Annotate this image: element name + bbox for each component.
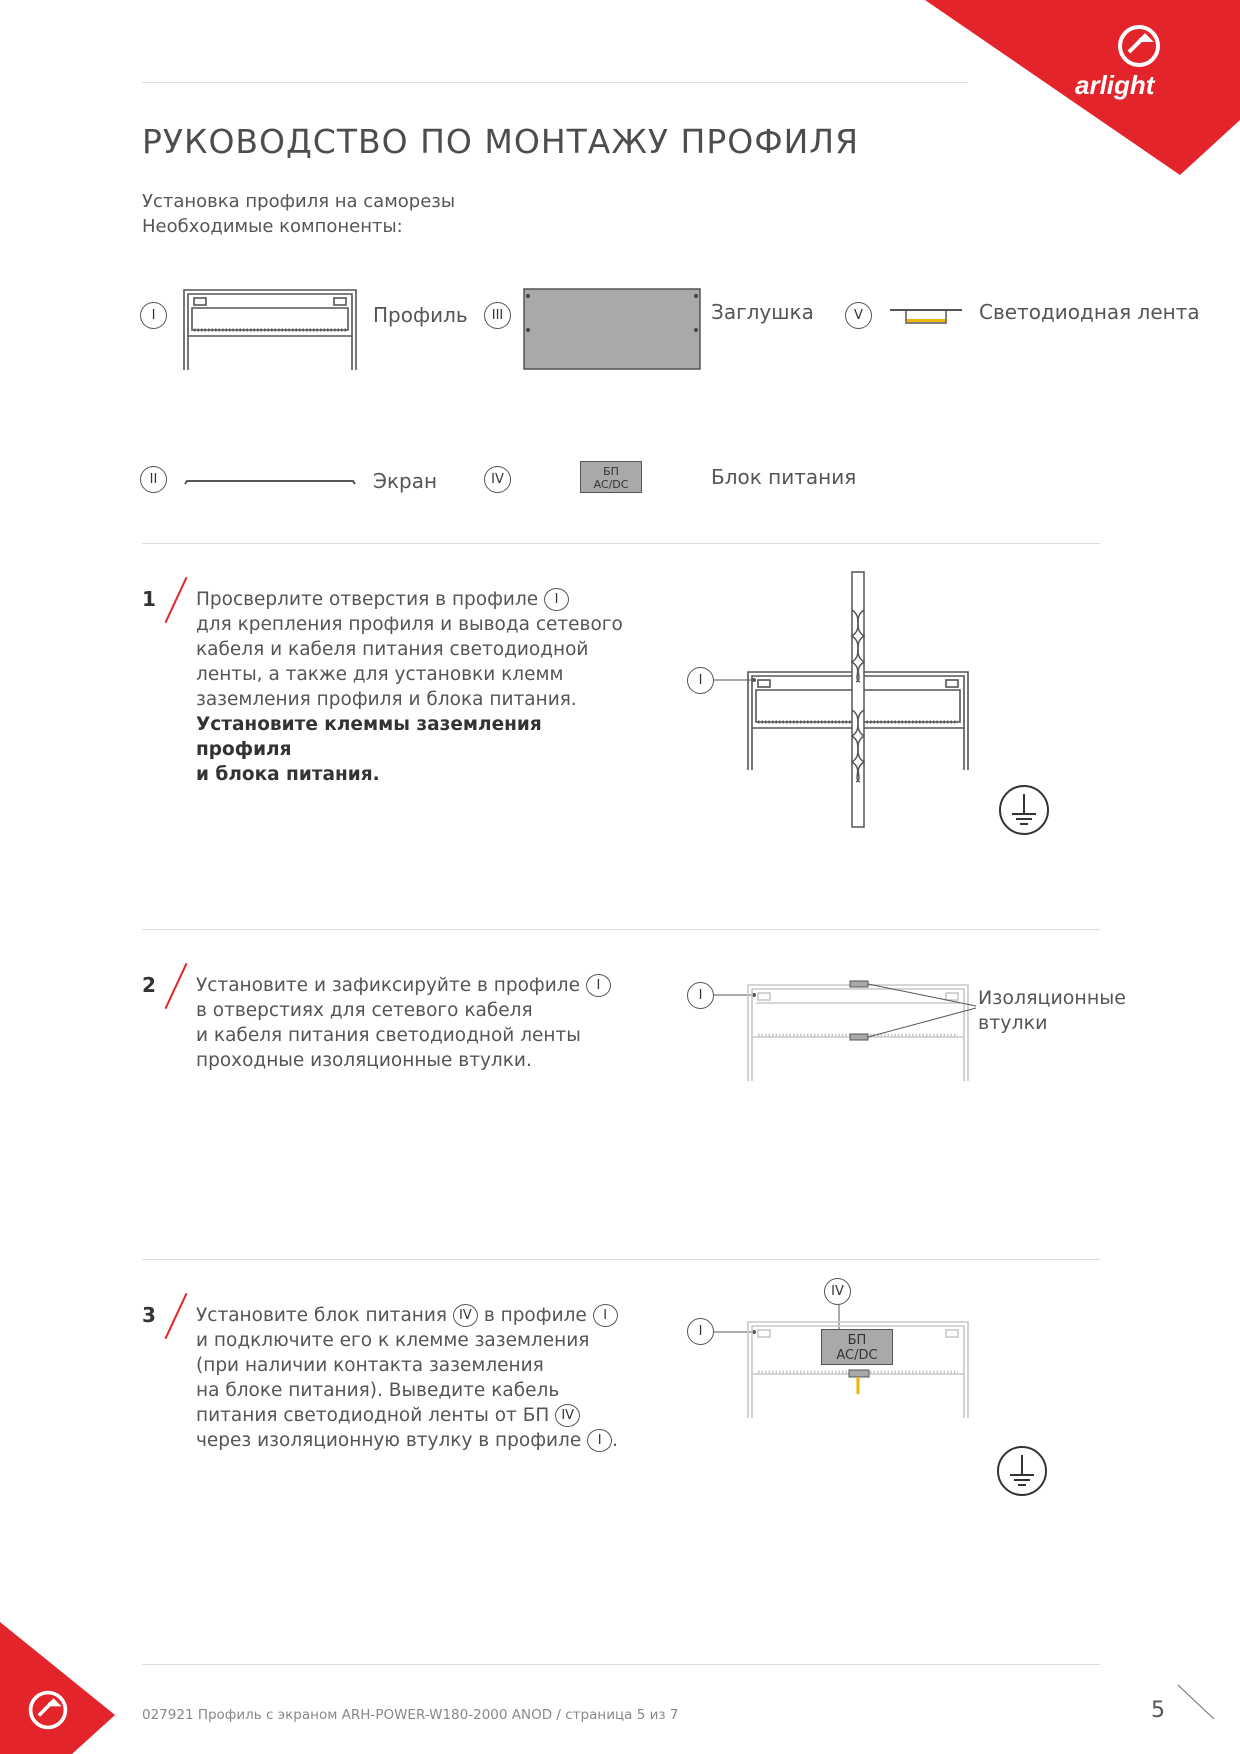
step-2-number: 2 [142, 973, 156, 997]
step-1-line-2: для крепления профиля и вывода сетевого [196, 614, 623, 635]
component-label-II: Экран [373, 469, 438, 493]
step-1-line-4: ленты, а также для установки клемм [196, 664, 564, 685]
step-1-bold-2: и блока питания. [196, 764, 380, 785]
step-2-line-3: и кабеля питания светодиодной ленты [196, 1025, 581, 1046]
step-3-slash [165, 1293, 188, 1339]
section-rule-3 [142, 1259, 1100, 1260]
step-3-ref-psu-2: IV [555, 1404, 580, 1427]
component-label-V: Светодиодная лента [979, 300, 1200, 324]
step-1-ref: I [544, 588, 569, 611]
step-3-line-6-end: . [612, 1430, 619, 1451]
component-num-III: III [484, 302, 511, 329]
step-3-line-1b: в профиле [483, 1305, 587, 1326]
bushing-callout-line-2: втулки [978, 1012, 1048, 1034]
step-1-line-5: заземления профиля и блока питания. [196, 689, 577, 710]
bushing-callout [978, 986, 1126, 1036]
arlight-logo[interactable] [1075, 22, 1215, 102]
diagram-3-ref-I: I [687, 1318, 714, 1345]
arlight-swirl-icon [1115, 22, 1163, 70]
ground-symbol-icon [998, 784, 1050, 836]
step-2-slash [165, 963, 188, 1009]
component-num-V: V [845, 302, 872, 329]
diagram-1-ref-I: I [687, 667, 714, 694]
bushing-diagram [714, 975, 974, 1085]
step-1-number: 1 [142, 587, 156, 611]
step-1-line-3: кабеля и кабеля питания светодиодной [196, 639, 589, 660]
step-2-line-2: в отверстиях для сетевого кабеля [196, 1000, 533, 1021]
power-supply-icon [580, 461, 642, 493]
component-label-I: Профиль [373, 303, 468, 327]
brand-name: arlight [1075, 70, 1155, 100]
led-strip-icon [890, 306, 962, 326]
step-1-text [196, 587, 636, 787]
section-rule-1 [142, 543, 1100, 544]
footer-rule [142, 1664, 1100, 1665]
component-num-I: I [140, 302, 167, 329]
subtitle-line-2: Необходимые компоненты: [142, 216, 403, 237]
step-3-line-6: через изоляционную втулку в профиле [196, 1430, 582, 1451]
top-rule [142, 82, 968, 83]
screen-line-icon [184, 478, 356, 486]
page-title: РУКОВОДСТВО ПО МОНТАЖУ ПРОФИЛЯ [142, 122, 860, 161]
step-2-ref: I [586, 974, 611, 997]
step-2-line-1: Установите и зафиксируйте в профиле [196, 975, 580, 996]
step-3-ref-psu: IV [453, 1304, 478, 1327]
step-3-number: 3 [142, 1303, 156, 1327]
subtitle-line-1: Установка профиля на саморезы [142, 191, 456, 212]
step-3-ref-profile: I [593, 1304, 618, 1327]
step-3-line-3: (при наличии контакта заземления [196, 1355, 544, 1376]
psu-diagram-line-2: AC/DC [836, 1348, 878, 1363]
profile-section-icon [180, 286, 360, 370]
psu-box-diagram [821, 1329, 893, 1365]
footer-text: 027921 Профиль с экраном ARH-POWER-W180-2000 ANOD / страница 5 из 7 [142, 1707, 679, 1723]
component-label-IV: Блок питания [711, 465, 857, 489]
bushing-callout-line-1: Изоляционные [978, 987, 1126, 1009]
ground-symbol-icon-2 [996, 1445, 1048, 1497]
page-corner-slash [1176, 1683, 1216, 1721]
diagram-3-ref-IV: IV [824, 1278, 851, 1305]
corner-banner-bottom [0, 1610, 120, 1754]
drill-profile-diagram [714, 570, 974, 830]
diagram-2-ref-I: I [687, 982, 714, 1009]
component-label-III: Заглушка [711, 300, 814, 324]
subtitle [142, 189, 455, 239]
psu-diagram-line-1: БП [847, 1333, 867, 1348]
step-3-line-5: питания светодиодной ленты от БП [196, 1405, 550, 1426]
step-1-bold-1: Установите клеммы заземления профиля [196, 714, 542, 760]
section-rule-2 [142, 929, 1100, 930]
step-3-text [196, 1303, 636, 1453]
component-num-II: II [140, 466, 167, 493]
step-1-line-1: Просверлите отверстия в профиле [196, 589, 539, 610]
step-3-line-2: и подключите его к клемме заземления [196, 1330, 590, 1351]
step-2-line-4: проходные изоляционные втулки. [196, 1050, 532, 1071]
step-3-ref-profile-2: I [587, 1429, 612, 1452]
psu-install-diagram [714, 1310, 974, 1420]
step-3-line-4: на блоке питания). Выведите кабель [196, 1380, 560, 1401]
page-number: 5 [1151, 1698, 1165, 1723]
psu-line-2: AC/DC [593, 478, 629, 491]
step-2-text [196, 973, 636, 1073]
arlight-swirl-icon-bottom [26, 1688, 70, 1732]
step-1-slash [165, 577, 188, 623]
psu-line-1: БП [603, 465, 619, 478]
step-3-line-1a: Установите блок питания [196, 1305, 448, 1326]
end-cap-icon [523, 288, 701, 370]
component-num-IV: IV [484, 466, 511, 493]
